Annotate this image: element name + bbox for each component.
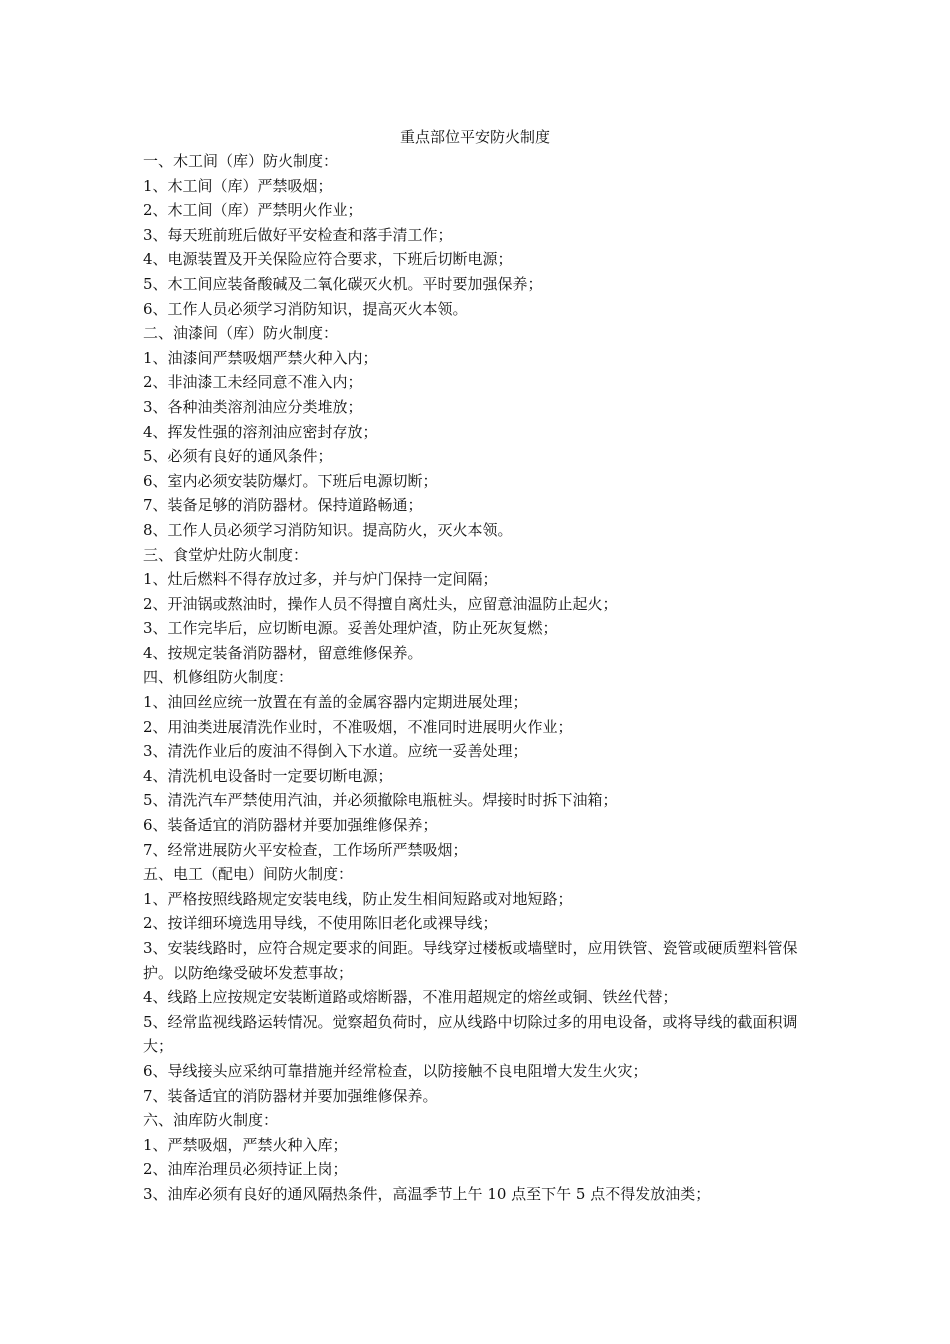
list-item: 1、严禁吸烟，严禁火种入库； — [143, 1135, 348, 1154]
list-item: 4、清洗机电设备时一定要切断电源； — [143, 766, 393, 785]
list-item: 8、工作人员必须学习消防知识。提高防火，灭火本领。 — [143, 520, 513, 539]
list-item: 3、安装线路时，应符合规定要求的间距。导线穿过楼板或墙壁时，应用铁管、瓷管或硬质塑料管保护。以防绝缘受破坏发惹事故； — [143, 939, 798, 982]
section-heading: 二、油漆间（库）防火制度： — [143, 324, 339, 343]
list-item: 5、清洗汽车严禁使用汽油，并必须撤除电瓶桩头。焊接时时拆下油箱； — [143, 791, 618, 810]
section-heading: 四、机修组防火制度： — [143, 668, 294, 687]
list-item: 4、按规定装备消防器材，留意维修保养。 — [143, 643, 423, 662]
list-item: 1、灶后燃料不得存放过多，并与炉门保持一定间隔； — [143, 570, 498, 589]
section-heading: 三、食堂炉灶防火制度： — [143, 545, 309, 564]
list-item: 1、严格按照线路规定安装电线，防止发生相间短路或对地短路； — [143, 889, 573, 908]
list-item: 1、木工间（库）严禁吸烟； — [143, 176, 333, 195]
list-item: 4、挥发性强的溶剂油应密封存放； — [143, 422, 378, 441]
document-title: 重点部位平安防火制度 — [399, 128, 550, 146]
list-item: 6、工作人员必须学习消防知识，提高灭火本领。 — [143, 299, 468, 318]
list-item: 5、必须有良好的通风条件； — [143, 447, 333, 466]
list-item: 2、非油漆工未经同意不准入内； — [143, 373, 363, 392]
list-item: 2、按详细环境选用导线，不使用陈旧老化或裸导线； — [143, 914, 498, 933]
list-item: 2、油库治理员必须持证上岗； — [143, 1160, 348, 1179]
list-item: 5、经常监视线路运转情况。觉察超负荷时，应从线路中切除过多的用电设备，或将导线的截面积调大； — [143, 1012, 798, 1056]
list-item: 4、线路上应按规定安装断道路或熔断器，不准用超规定的熔丝或铜、铁丝代替； — [143, 988, 678, 1007]
list-item: 3、工作完毕后，应切断电源。妥善处理炉渣，防止死灰复燃； — [143, 619, 558, 638]
list-item: 6、装备适宜的消防器材并要加强维修保养； — [143, 816, 438, 835]
list-item: 2、用油类进展清洗作业时，不准吸烟，不准同时进展明火作业； — [143, 717, 573, 736]
section-heading: 六、油库防火制度： — [143, 1111, 279, 1130]
list-item: 1、油漆间严禁吸烟严禁火种入内； — [143, 348, 378, 367]
list-item: 2、开油锅或熬油时，操作人员不得擅自离灶头，应留意油温防止起火； — [143, 594, 618, 613]
list-item: 7、装备足够的消防器材。保持道路畅通； — [143, 496, 423, 515]
list-item: 6、室内必须安装防爆灯。下班后电源切断； — [143, 471, 438, 490]
list-item: 3、每天班前班后做好平安检查和落手清工作； — [143, 225, 453, 244]
list-item: 7、经常进展防火平安检查，工作场所严禁吸烟； — [143, 840, 468, 859]
list-item: 7、装备适宜的消防器材并要加强维修保养。 — [143, 1086, 438, 1105]
list-item: 3、油库必须有良好的通风隔热条件，高温季节上午 10 点至下午 5 点不得发放油类； — [143, 1184, 711, 1203]
section-heading: 五、电工（配电）间防火制度： — [143, 865, 354, 884]
document-body — [143, 149, 815, 1207]
list-item: 1、油回丝应统一放置在有盖的金属容器内定期进展处理； — [143, 693, 528, 712]
list-item: 6、导线接头应采纳可靠措施并经常检查，以防接触不良电阻增大发生火灾； — [143, 1061, 648, 1080]
list-item: 3、清洗作业后的废油不得倒入下水道。应统一妥善处理； — [143, 742, 528, 761]
section-heading: 一、木工间（库）防火制度： — [143, 152, 339, 170]
list-item: 5、木工间应装备酸碱及二氧化碳灭火机。平时要加强保养； — [143, 274, 543, 293]
list-item: 3、各种油类溶剂油应分类堆放； — [143, 397, 363, 416]
list-item: 2、木工间（库）严禁明火作业； — [143, 201, 363, 220]
list-item: 4、电源装置及开关保险应符合要求，下班后切断电源； — [143, 250, 513, 269]
